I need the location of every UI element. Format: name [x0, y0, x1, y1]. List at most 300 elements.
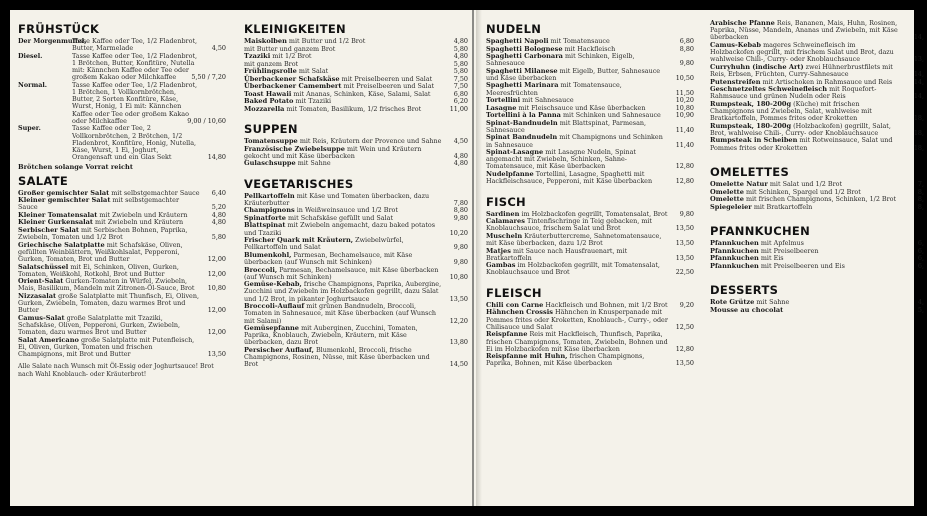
menu-item-name: Omelette: [710, 187, 744, 196]
menu-item-description: mit Blattspinat, Parmesan, Sahnesauce: [486, 118, 647, 134]
menu-item: [244, 222, 468, 236]
menu-item-description: mit Eigelb, Butter, Sahnesauce und Käse überbacken: [486, 66, 661, 82]
menu-item-price: 5,20: [211, 203, 226, 212]
column-3: [486, 20, 694, 502]
section-title-vegetarisches: VEGETARISCHES: [244, 176, 354, 191]
menu-item-name: Camus-Kebab: [710, 40, 762, 49]
menu-item-price: 10,80: [675, 103, 694, 112]
menu-item-description: mit Artischoken in Rahmsauce und Reis: [762, 77, 893, 86]
menu-item: [18, 125, 226, 161]
menu-item-name: Omelette Natur: [710, 180, 768, 189]
vegetarisches-list: [244, 193, 468, 369]
pfannkuchen-list: [710, 240, 924, 270]
menu-item-description: mit ganzem Brot: [244, 59, 299, 68]
menu-item-name: Rumpsteak, 180-200g: [710, 99, 792, 108]
menu-item: [18, 293, 226, 315]
menu-item-price: 10,20: [449, 228, 468, 237]
menu-item-description: frischen Champignons, Paprika, Bohnen, mit Käse überbacken: [486, 352, 645, 368]
menu-item-description: mit selbstgemachter Sauce: [111, 188, 200, 197]
menu-item-description: mit Tomatensauce: [550, 37, 610, 45]
menu-item-description: Parmesan, Bechamelsauce, mit Käse überbacken (auf Wunsch mit Schinken): [244, 250, 413, 267]
menu-item-name: Curryhuhn (indische Art): [710, 62, 804, 71]
menu-item-name: Frühlingsrolle: [244, 67, 297, 75]
section-title-nudeln: NUDELN: [486, 22, 542, 36]
menu-item-price: 13,50: [449, 294, 468, 303]
menu-item: [486, 68, 694, 82]
menu-item: [486, 331, 694, 353]
menu-item-name: Französische Zwiebelsuppe: [244, 144, 345, 153]
menu-item: [244, 347, 468, 369]
menu-item-name: Putenstreifen: [710, 77, 761, 86]
menu-item: [18, 278, 226, 292]
menu-item-description: mit Serbischen Bohnen, Paprika, Zwiebeln, Tomaten und 1/2 Brot: [18, 225, 188, 242]
menu-item: [710, 20, 924, 42]
menu-item: [710, 137, 924, 151]
menu-item-price: 12,00: [207, 328, 226, 337]
menu-item: [486, 149, 694, 171]
menu-item-price: 4,80: [453, 151, 468, 160]
menu-item: [710, 123, 924, 137]
menu-item-price: 12,00: [207, 269, 226, 278]
menu-item-description: mit Zwiebeln und Kräutern: [95, 218, 184, 227]
menu-item-description: Blumenkohl, Broccoli, frische Champignons, Rosinen, Nüsse, mit Käse überbacken und Brot: [244, 345, 430, 369]
menu-item-name: Hähnchen Crossis: [486, 308, 553, 317]
menu-item-description: mit grünen Bandnudeln, Broccoli, Tomaten in Sahnesauce, mit Käse überbacken (auf Wunsch mit Salami): [244, 302, 437, 325]
menu-item-price: 6,80: [453, 89, 468, 98]
menu-item-name: Omelette: [710, 195, 744, 204]
menu-item-description: mit Preiselbeeren und Eis: [760, 261, 845, 270]
menu-item-price: 18,: [913, 143, 924, 152]
section-title-pfannkuchen: PFANNKUCHEN: [710, 224, 811, 239]
menu-item-description: mit Tomaten, Basilikum, 1/2 frisches Brot: [286, 104, 422, 113]
menu-item-name: Spinat-Lasagne: [486, 148, 544, 157]
menu-page: [10, 10, 924, 506]
menu-item-description: mit Bratkartoffeln: [753, 202, 813, 211]
menu-item-price: 13,: [913, 55, 924, 64]
menu-item: [486, 171, 694, 185]
menu-item-name: Blattspinat: [244, 221, 286, 230]
section-title-fruehstueck: FRÜHSTÜCK: [18, 22, 100, 36]
menu-item-description: mit Sahne: [756, 298, 790, 307]
menu-item-price: 6,: [917, 261, 924, 270]
menu-item-description: mit Apfelmus: [760, 239, 804, 248]
salate-list: [18, 190, 226, 359]
menu-item-name: Calamares: [486, 217, 525, 226]
menu-item-price: 5,80: [453, 59, 468, 68]
menu-item-description: im Holzbackofen gegrillt, Tomatensalat, Brot: [521, 209, 668, 218]
menu-item-name: Toast Hawaii: [244, 89, 292, 98]
menu-item-name: Mousse au chocolat: [710, 305, 784, 314]
section-title-kleinigkeiten: KLEINIGKEITEN: [244, 22, 346, 36]
menu-item-price: 4,80: [453, 52, 468, 60]
menu-item-description: Hackfleisch und Bohnen, mit 1/2 Brot: [545, 300, 668, 309]
menu-item-price: 4,80: [453, 37, 468, 45]
menu-item-price: 8,: [917, 187, 924, 196]
menu-item: [486, 134, 694, 148]
menu-item-description: mit Roquefort-Rahmsauce und grünen Nudeln oder Reis: [710, 85, 877, 101]
menu-item-price: 4,80: [453, 159, 468, 168]
suppen-list: [244, 138, 468, 167]
menu-item-name: Rote Grütze: [710, 298, 755, 307]
menu-item: [244, 160, 468, 167]
menu-item-name: Sardinen: [486, 209, 520, 218]
menu-item-price: 11,50: [675, 88, 694, 97]
menu-item-name: Rumpsteak in Scheiben: [710, 136, 798, 145]
menu-item-name: Spaghetti Napoli: [486, 37, 549, 45]
menu-item-description: mit Hackfleisch: [564, 44, 616, 53]
menu-item-description: große Salatplatte mit Tzaziki, Schafskäse, Oliven, Pepperoni, Gurken, Zwiebeln, Tomaten, dazu warmes Brot und Butter: [18, 313, 181, 337]
menu-item-label: Super.: [18, 124, 41, 133]
menu-item-name: Tortellini à la Panna: [486, 111, 561, 120]
menu-item-name: Mozzarella: [244, 104, 285, 113]
menu-item-name: Pellkartoffeln: [244, 191, 295, 200]
menu-item-price: 6,: [917, 246, 924, 255]
menu-item-name: Lasagne: [486, 103, 517, 112]
menu-item-name: Kleiner Tomatensalat: [18, 210, 98, 219]
menu-item-description: mit Zwiebeln und Kräutern: [99, 210, 188, 219]
menu-item: [486, 353, 694, 367]
fruehstueck-note: Brötchen solange Vorrat reicht: [18, 163, 133, 172]
menu-item: [486, 248, 694, 262]
menu-item-name: Gulaschsuppe: [244, 159, 296, 168]
menu-item-description: mit Lasagne Nudeln, Spinat angemacht mit Zwiebeln, Schinken, Sahne-Tomatensauce, mit Käse überbacken: [486, 148, 636, 171]
menu-item: [18, 53, 226, 82]
menu-item-name: Nudelpfanne: [486, 169, 534, 178]
menu-item-name: Kleiner gemischter Salat: [18, 196, 111, 205]
menu-item: [486, 218, 694, 232]
column-1: [18, 20, 226, 502]
menu-item-description: mit Salat: [298, 67, 329, 75]
menu-item-price: 5,80: [211, 233, 226, 242]
menu-item-price: 7,80: [453, 198, 468, 207]
menu-item-name: Serbischer Salat: [18, 225, 79, 234]
menu-item-name: Gambas: [486, 261, 516, 270]
menu-item-name: Spaghetti Milanese: [486, 66, 558, 75]
menu-item-price: 11,40: [675, 125, 694, 134]
menu-item-description: Tasse Kaffee oder Tee, 2 Vollkornbrötchen, 2 Brötchen, 1/2 Fladenbrot, Konfitüre, Honig, Nutella, Käse, Wurst, 1 Ei, Joghurt, Orangensaft und ein Glas Sekt: [72, 124, 197, 162]
menu-item-name: Champignons: [244, 206, 295, 215]
menu-item-description: mit Schinken, Spargel und 1/2 Brot: [745, 187, 861, 196]
menu-item-name: Rumpsteak, 180-200g: [710, 121, 792, 130]
menu-item-name: Spaghetti Carbonara: [486, 52, 563, 60]
menu-item-name: Pfannkuchen: [710, 246, 759, 255]
menu-item-name: Tortellini: [486, 96, 521, 105]
menu-item: [244, 303, 468, 325]
menu-item-price: 7,: [917, 180, 924, 189]
menu-item-price: 8,: [917, 202, 924, 211]
menu-item-price: 18,: [913, 114, 924, 123]
menu-item-description: mit Schafskäse, Oliven, gefüllten Weinblättern, Weißkohlsalat, Pepperoni, Gurken, Tomaten, Brot und Butter: [18, 240, 183, 264]
fisch-list: [486, 211, 694, 277]
menu-item-description: mit Preiselbeeren: [760, 246, 819, 255]
fruehstueck-list: [18, 38, 226, 161]
menu-item: [710, 101, 924, 123]
menu-item: [18, 82, 226, 125]
menu-item-description: Gurken-Tomaten in Würfel, Zwiebeln, Mais, Basilikum, Mandeln mit Zitronen-Öl-Sauce, Brot: [18, 277, 195, 293]
menu-item-name: Orient-Salat: [18, 277, 64, 286]
menu-item-name: Camus-Salat: [18, 313, 65, 322]
menu-item-description: mit Auberginen, Zucchini, Tomaten, Paprika, Knoblauch, Zwiebeln, Kräutern, mit Käse überbacken, dazu Brot: [244, 324, 418, 347]
menu-item-price: 13,50: [207, 350, 226, 359]
menu-item-price: 22,50: [675, 268, 694, 277]
menu-item-price: 13,50: [675, 224, 694, 233]
menu-item-name: Spiegeleier: [710, 202, 752, 211]
page-fold-shadow: [476, 10, 482, 506]
menu-item-price: 14,: [913, 33, 924, 42]
menu-item-price: 8,80: [453, 206, 468, 215]
menu-item-price: 18,: [913, 128, 924, 137]
menu-item: [710, 86, 924, 100]
nudeln-list: [486, 38, 694, 185]
menu-item-name: Salatschüssel: [18, 262, 69, 271]
menu-item-description: Tasse Kaffee oder Tee, 1/2 Fladenbrot, Butter, Marmelade: [72, 37, 198, 53]
menu-item-description: Reis mit Hackfleisch, Thunfisch, Paprika, frischen Champignons, Tomaten, Zwiebeln, Bohnen und Ei im Holzbackofen mit Käse überbacken: [486, 330, 668, 353]
menu-item-name: Pfannkuchen: [710, 254, 759, 263]
menu-item-price: 9,80: [453, 213, 468, 222]
menu-item-description: mit Zwiebeln angemacht, dazu baked potatos und Tzaziki: [244, 221, 436, 237]
menu-item-price: 6,80: [679, 37, 694, 45]
menu-item: [244, 193, 468, 207]
menu-item-price: 10,90: [675, 111, 694, 120]
menu-item-name: Spaghetti Marinara: [486, 81, 559, 90]
menu-item-name: Salat Americano: [18, 335, 79, 344]
menu-item: [486, 53, 694, 67]
menu-item-price: 6,: [917, 239, 924, 248]
menu-item-description: mit Ananas, Schinken, Käse, Salami, Salat: [293, 89, 431, 98]
menu-item-description: mit selbstgemachter Sauce: [18, 196, 180, 212]
menu-item-name: Spinat Bandnudeln: [486, 133, 558, 142]
menu-item-description: mit Salat und 1/2 Brot: [769, 180, 843, 189]
menu-item-description: mit Tzaziki: [295, 97, 331, 105]
menu-item-description: mit Reis, Kräutern der Provence und Sahne: [299, 137, 442, 145]
menu-item-name: Geschnetzeltes Schweinefleisch: [710, 85, 828, 94]
menu-item-price: 9,80: [453, 243, 468, 252]
menu-item-price: 13,50: [675, 239, 694, 248]
menu-item: [710, 263, 924, 270]
menu-item: [244, 106, 468, 113]
menu-item-name: Pfannkuchen: [710, 239, 759, 248]
menu-item-price: 4,50: [453, 137, 468, 145]
menu-item-name: Broccoli-Auflauf: [244, 302, 305, 311]
menu-item-price: 4,80: [211, 218, 226, 227]
menu-item-description: große Salatplatte mit Thunfisch, Ei, Oliven, Gurken, Zwiebeln, Tomaten, dazu warmes Brot und Butter: [18, 291, 199, 315]
menu-item-label: Der Morgenmuffel,: [18, 37, 87, 45]
column-2: [244, 20, 468, 502]
menu-item-name: Spinat-Bandnudeln: [486, 118, 558, 127]
menu-item-price: 14,: [913, 70, 924, 79]
section-title-fleisch: FLEISCH: [486, 285, 542, 300]
menu-item-description: Tasse Kaffee oder Tee, 1/2 Fladenbrot, 1 Brötchen, 1 Vollkornbrötchen, Butter, 2 Sorten Konfitüre, Käse, Wurst, Honig, 1 Ei mit: Kännchen Kaffee oder Tee oder großem Kakao oder Milchkaffee: [72, 80, 198, 125]
menu-item: [244, 146, 468, 160]
menu-item-description: mit Schinken, Eigelb, Sahnesauce: [486, 52, 635, 68]
menu-item-name: Reispfanne mit Huhn,: [486, 352, 568, 361]
menu-item: [486, 82, 694, 96]
menu-item-price: 4,80: [211, 210, 226, 219]
menu-item-description: mit Sahnesauce: [522, 96, 574, 105]
menu-item-name: Muscheln: [486, 231, 523, 240]
menu-item-price: 10,50: [675, 73, 694, 82]
menu-item-name: Spaghetti Bolognese: [486, 44, 563, 53]
menu-item: [486, 262, 694, 276]
menu-item-name: Blumenkohl,: [244, 250, 292, 259]
menu-item: [244, 281, 468, 303]
menu-item-description: mit Rotweinsauce, Salat und Pommes frites oder Kroketten: [710, 136, 893, 152]
menu-item-price: 13,80: [449, 338, 468, 347]
menu-item-description: mit Sahne: [297, 159, 331, 168]
menu-item-name: Tzaziki: [244, 52, 271, 60]
menu-item-description: Tortellini, Lasagne, Spaghetti mit Hackfleischsauce, Pepperoni, mit Käse überbacken: [486, 169, 653, 186]
menu-item-description: mit Käse und Tomaten überbacken, dazu Kräuterbutter: [244, 191, 430, 207]
menu-item-price: 9,80: [679, 209, 694, 218]
menu-item-name: Überbackener Camembert: [244, 82, 342, 90]
menu-item-description: frische Champignons, Paprika, Aubergine, Zucchini und Zwiebeln im Holzbackofen gegrillt, dazu Salat und 1/2 Brot, in pikanter Joghurtsauce: [244, 280, 442, 303]
menu-item-description: mit Preiselbeeren und Salat: [341, 74, 433, 83]
menu-item-price: 13,50: [675, 359, 694, 368]
section-title-suppen: SUPPEN: [244, 122, 298, 136]
menu-item-price: 10,80: [207, 284, 226, 293]
menu-item-name: Chili con Carne: [486, 300, 544, 309]
menu-item-price: 6,40: [211, 188, 226, 197]
section-title-desserts: DESSERTS: [710, 283, 779, 298]
fleisch-continued-list: [710, 20, 924, 152]
menu-item-price: 4,: [917, 298, 924, 307]
menu-item-description: mit Sauce nach Hausfrauenart, mit Bratkartoffeln: [486, 246, 628, 262]
menu-item: [244, 267, 468, 281]
menu-item-description: mit Tomatensauce, Meeresfrüchten: [486, 81, 622, 97]
menu-item-description: Kräuterbuttercreme, Sahnetomatensauce, mit Käse überbacken, dazu 1/2 Brot: [486, 231, 662, 248]
menu-item-description: mit Butter und ganzem Brot: [244, 44, 336, 53]
menu-item-price: 11,40: [675, 140, 694, 149]
menu-item-description: (Holzbackofen) gegrillt, Salat, Brot, wahlweise Chili-, Curry- oder Knoblauchsauce: [710, 121, 891, 137]
menu-item-name: Persischer Auflauf,: [244, 345, 314, 354]
menu-item-description: Parmesan, Bechamelsauce, mit Käse überbacken (auf Wunsch mit Schinken): [244, 265, 439, 281]
menu-item-name: Tomatensuppe: [244, 137, 298, 145]
menu-item-price: 8,: [917, 195, 924, 204]
menu-item-price: 12,20: [449, 316, 468, 325]
menu-item-name: Kleiner Gurkensalat: [18, 218, 93, 227]
menu-item-price: 14,: [913, 92, 924, 101]
menu-item-description: (Küche) mit frischen Champignons und Zwiebeln, Salat, wahlweise mit Bratkartoffeln, Pommes frites oder Kroketten: [710, 99, 872, 123]
menu-item-name: Großer gemischter Salat: [18, 188, 110, 197]
section-title-fisch: FISCH: [486, 194, 526, 209]
menu-item: [18, 197, 226, 211]
menu-item-price: 14,50: [449, 360, 468, 369]
menu-item: [244, 237, 468, 251]
menu-item-description: mit Preiselbeeren und Salat: [343, 82, 435, 90]
kleinigkeiten-list: [244, 38, 468, 113]
menu-item-price: 12,80: [675, 162, 694, 171]
menu-item-description: mit Butter und 1/2 Brot: [288, 37, 366, 45]
menu-item-description: Hähnchen in Knusperpanade mit Pommes frites oder Kroketten, Knoblauch-, Curry-, oder Chilisauce und Salat: [486, 308, 668, 331]
omelettes-list: [710, 181, 924, 211]
menu-item-price: 12,80: [675, 177, 694, 186]
menu-item: [244, 325, 468, 347]
menu-item-description: Zwiebelwürfel, Pellkartoffeln und Salat: [244, 236, 404, 252]
menu-item-price: 12,00: [207, 255, 226, 264]
menu-item-description: Tintenfischringe in Teig gebacken, mit Knoblauchsauce, frischem Salat und Brot: [486, 217, 652, 233]
menu-item-name: Broccoli,: [244, 265, 278, 274]
menu-item-description: Tasse Kaffee oder Tee, 1/2 Fladenbrot, 1 Brötchen, Butter, Konfitüre, Nutella mit: Kännchen Kaffee oder Tee oder großem Kakao oder Milchkaffee: [72, 51, 198, 82]
menu-item-price: 5,50 / 7,20: [191, 73, 226, 82]
menu-item-name: Baked Potato: [244, 97, 294, 105]
menu-item-price: 11,00: [449, 104, 468, 113]
menu-item: [486, 233, 694, 247]
menu-item-price: 13,50: [675, 253, 694, 262]
menu-item-description: Reis, Bananen, Mais, Huhn, Rosinen, Paprika, Nüsse, Mandeln, Ananas und Zwiebeln, mit Käse überbacken: [710, 19, 898, 42]
menu-item: [710, 307, 924, 314]
section-title-salate: SALATE: [18, 173, 69, 188]
menu-item: [18, 38, 226, 52]
section-title-omelettes: OMELETTES: [710, 165, 790, 180]
menu-item: [710, 42, 924, 64]
menu-item: [18, 337, 226, 359]
menu-item-name: Matjes: [486, 246, 511, 255]
salate-note: Alle Salate nach Wunsch mit Öl-Essig oder Joghurtsauce! Brot nach Wahl Knoblauch- oder Kräuterbrot!: [18, 363, 214, 378]
menu-item-name: Frischer Quark mit Kräutern,: [244, 236, 354, 245]
menu-item-label: Diesel.: [18, 51, 43, 60]
menu-item-name: Pfannkuchen: [710, 261, 759, 270]
menu-item-price: 5,80: [453, 67, 468, 75]
menu-item: [244, 252, 468, 266]
menu-item-price: 8,80: [679, 44, 694, 53]
menu-item-price: 12,00: [207, 306, 226, 315]
menu-item: [18, 264, 226, 278]
menu-item-name: Gemüsepfanne: [244, 324, 300, 333]
menu-item: [710, 64, 924, 78]
menu-item-price: 9,80: [453, 258, 468, 267]
menu-item: [18, 315, 226, 337]
menu-item-description: große Salatplatte mit Putenfleisch, Ei, Oliven, Gurken, Tomaten und frischen Champignons, mit Brot und Butter: [18, 335, 195, 359]
menu-item-price: 4,50: [211, 44, 226, 53]
menu-item-description: in Weißweinsauce und 1/2 Brot: [296, 206, 398, 215]
menu-item-name: Gemüse-Kebab,: [244, 280, 302, 289]
menu-item-name: Reispfanne: [486, 330, 528, 339]
column-4: [710, 20, 924, 502]
menu-item-price: 6,: [917, 254, 924, 263]
menu-item-price: 7,50: [453, 74, 468, 83]
menu-item-name: Maiskolben: [244, 37, 287, 45]
page-fold: [472, 10, 474, 506]
menu-item-name: Griechische Salatplatte: [18, 240, 105, 249]
menu-item: [710, 204, 924, 211]
menu-item-description: mit Schafskäse gefüllt und Salat: [288, 213, 394, 222]
fleisch-list: [486, 302, 694, 368]
menu-item: [18, 242, 226, 264]
menu-item-description: mit Schinken und Sahnesauce: [562, 111, 661, 120]
menu-item-description: mit Fleischsauce und Käse überbacken: [518, 103, 646, 112]
menu-item-description: mit Wein und Kräutern gekocht und mit Käse überbacken: [244, 144, 422, 160]
menu-item-price: 6,20: [453, 97, 468, 105]
menu-item-name: Spinatforte: [244, 213, 286, 222]
menu-item-price: 12,80: [675, 344, 694, 353]
menu-item-price: 10,80: [449, 272, 468, 281]
menu-item-price: 12,50: [675, 322, 694, 331]
menu-item-name: Überbackener Schafskäse: [244, 74, 340, 83]
menu-item-name: Nizzasalat: [18, 291, 57, 300]
menu-item-price: 10,20: [675, 96, 694, 105]
menu-item-description: im Holzbackofen gegrillt, mit Tomatensalat, Knoblauchsauce und Brot: [486, 261, 660, 277]
menu-item: [486, 120, 694, 134]
menu-item-label: Normal.: [18, 80, 48, 89]
menu-item-price: 14,80: [207, 153, 226, 162]
desserts-list: [710, 299, 924, 314]
menu-item-price: 9,20: [679, 300, 694, 309]
menu-item-description: mit Ei, Schinken, Oliven, Gurken, Tomaten, Weißkohl, Rotkohl, Brot und Butter: [18, 262, 179, 278]
menu-item-price: 9,80: [679, 59, 694, 68]
menu-item-price: 5,: [917, 305, 924, 314]
menu-item-description: mit frischen Champignons, Schinken, 1/2 Brot: [745, 195, 897, 204]
menu-item-description: mit Eis: [760, 254, 784, 263]
